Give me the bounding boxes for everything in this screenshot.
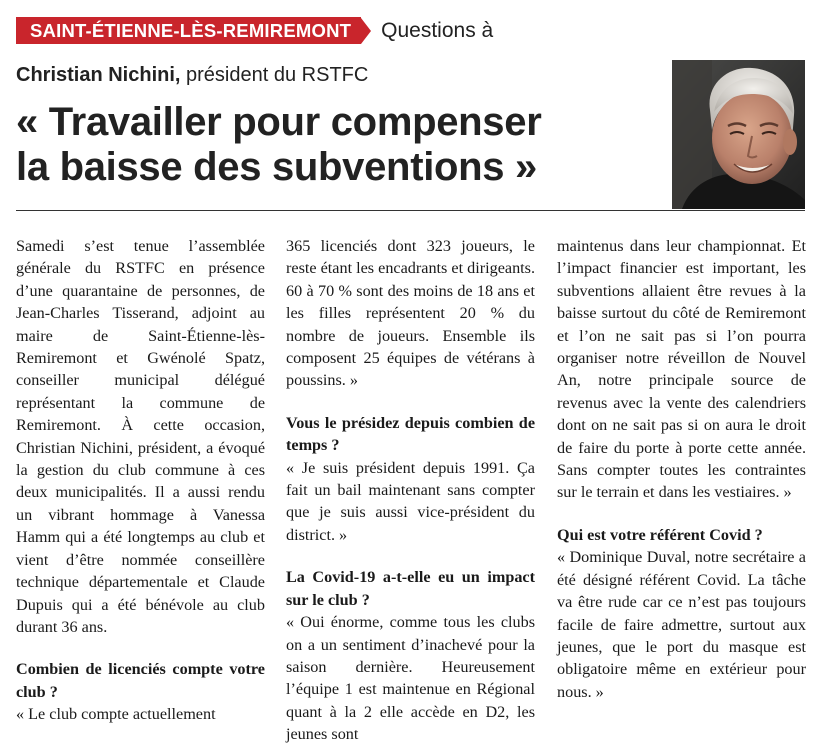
answer-4: « Dominique Duval, notre secrétaire a été désigné référent Covid. La tâche va être rude car ce n’est pas toujours facile de faire admettre, surtout aux jeunes, que le port du masque est obligatoire même en extérieur pour nous. » [557,548,806,701]
question-1: Combien de licenciés compte votre club ? [16,660,265,701]
rubric-label: Questions à [381,18,494,42]
answer-3-start: « Oui énorme, comme tous les clubs on a un sentiment d’inachevé pour la saison dernière. Heureusement l’équipe 1 est maintenue en Régional quant à la 2 elle accède en D2, les jeunes sont [286,613,535,744]
header-divider [16,210,805,211]
interviewee-name: Christian Nichini, [16,64,181,86]
headline-line-1: « Travailler pour compenser [16,100,542,144]
portrait-photo [672,60,805,209]
kicker-arrow-icon [361,18,371,44]
answer-3-end: maintenus dans leur championnat. Et l’impact financier est important, les subventions allaient être revues à la baisse surtout du côté de Remiremont et l’on ne sait pas si l’on pourra organiser notre réveillon de Nouvel An, notre principale source de revenus avec la vente des calendriers dont on ne sait pas si on aura le droit de faire du porte à porte cette année. Sans compter toutes les contraintes sur le terrain et dans les vestiaires. » [557,237,806,502]
headline-line-2: la baisse des subventions » [16,145,538,189]
interviewee-role: président du RSTFC [180,64,369,86]
portrait-illustration [672,60,805,209]
section-kicker [16,17,493,44]
question-3: La Covid-19 a-t-elle eu un impact sur le club ? [286,568,535,609]
headline [16,100,661,190]
question-4: Qui est votre référent Covid ? [557,525,763,544]
question-2: Vous le présidez depuis combien de temps ? [286,413,535,455]
article-column-3 [557,235,806,703]
location-label: SAINT-ÉTIENNE-LÈS-REMIREMONT [16,17,361,44]
answer-1-start: « Le club compte actuellement [16,705,216,724]
article-column-1 [16,235,265,726]
answer-1-end: 365 licenciés dont 323 joueurs, le reste étant les encadrants et dirigeants. 60 à 70 % sont des moins de 18 ans et les filles représentent 20 % du nombre de joueurs. Ensemble ils composent 25 équipes de vétérans à poussins. » [286,237,536,390]
byline [16,64,368,87]
answer-2: « Je suis président depuis 1991. Ça fait un bail maintenant sans compter que je suis aussi vice-président du district. » [286,458,535,544]
article-column-2 [286,235,535,746]
intro-paragraph: Samedi s’est tenue l’assemblée générale du RSTFC en présence d’une quarantaine de personnes, de Jean-Charles Tisserand, adjoint au maire de Saint-Étienne-lès-Remiremont et Gwénolé Spatz, conseiller municipal délégué représentant la commune de Remiremont. À cette occasion, Christian Nichini, président, a évoqué la gestion du club commune à ces deux municipalités. Il a aussi rendu un vibrant hommage à Vanessa Hamm qui a été longtemps au club et vient d’être nommée conseillère technique départementale et Claude Dupuis qui a été bénévole au club durant 36 ans. [16,237,265,636]
